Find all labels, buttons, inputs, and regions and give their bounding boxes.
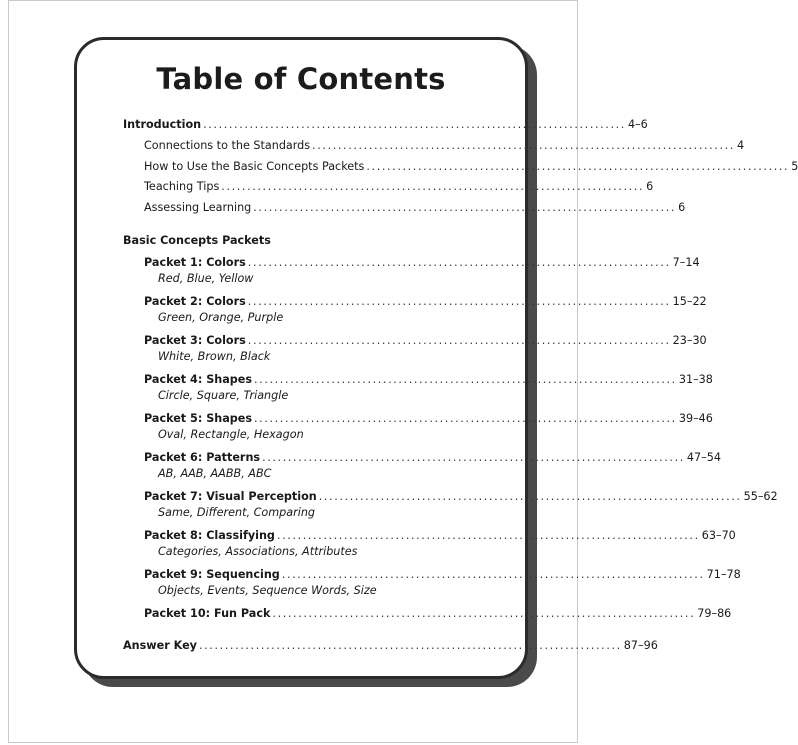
toc-row-packet-6[interactable]: [144, 451, 721, 467]
toc-page: 4–6: [627, 118, 648, 131]
packet-subtitle: Objects, Events, Sequence Words, Size: [158, 584, 377, 597]
toc-label: Packet 4: Shapes: [144, 373, 253, 386]
toc-row-packet-4[interactable]: [144, 373, 713, 389]
packet-subtitle: AB, AAB, AABB, ABC: [158, 467, 272, 480]
toc-page: 23–30: [672, 334, 707, 347]
toc-page: 79–86: [697, 607, 732, 620]
toc-label: Introduction: [123, 118, 202, 131]
leader-dots: ..................................................................................: [254, 412, 677, 425]
toc-page: 7–14: [672, 256, 700, 269]
toc-label: How to Use the Basic Concepts Packets: [144, 160, 365, 173]
packet-subtitle: Circle, Square, Triangle: [158, 389, 289, 402]
leader-dots: ..................................................................................: [253, 201, 677, 214]
toc-label: Connections to the Standards: [144, 139, 311, 152]
leader-dots: ..................................................................................: [312, 139, 735, 152]
toc-page: 71–78: [706, 568, 741, 581]
leader-dots: ..................................................................................: [366, 160, 790, 173]
packet-subtitle: Red, Blue, Yellow: [158, 272, 254, 285]
leader-dots: ..................................................................................: [281, 568, 705, 581]
toc-label: Packet 9: Sequencing: [144, 568, 280, 581]
leader-dots: ..................................................................................: [198, 639, 622, 652]
toc-label: Packet 5: Shapes: [144, 412, 253, 425]
toc-row-introduction[interactable]: [123, 118, 648, 134]
toc-row-packet-2[interactable]: [144, 295, 707, 311]
page-title: Table of Contents: [156, 62, 446, 96]
leader-dots: ..................................................................................: [318, 490, 742, 503]
toc-label: Teaching Tips: [144, 180, 220, 193]
toc-page: 15–22: [672, 295, 707, 308]
toc-page: 6: [646, 180, 654, 193]
toc-page: 5: [791, 160, 798, 173]
toc-row-packet-5[interactable]: [144, 412, 713, 428]
toc-page: 4: [736, 139, 745, 152]
toc-label: Packet 6: Patterns: [144, 451, 261, 464]
toc-row-packet-1[interactable]: [144, 256, 700, 272]
leader-dots: ..................................................................................: [247, 256, 671, 269]
toc-row-teaching-tips[interactable]: [144, 180, 654, 196]
toc-label: Assessing Learning: [144, 201, 252, 214]
toc-label: Packet 2: Colors: [144, 295, 246, 308]
toc-label: Packet 8: Classifying: [144, 529, 275, 542]
toc-label: Packet 7: Visual Perception: [144, 490, 317, 503]
leader-dots: ..................................................................................: [221, 180, 645, 193]
toc-page: 55–62: [743, 490, 778, 503]
leader-dots: ..................................................................................: [203, 118, 626, 131]
toc-row-packet-10[interactable]: [144, 607, 732, 623]
toc-page: 47–54: [686, 451, 721, 464]
leader-dots: ..................................................................................: [247, 334, 671, 347]
toc-row-how-to-use[interactable]: [144, 160, 798, 176]
toc-page: 87–96: [623, 639, 658, 652]
packet-subtitle: Same, Different, Comparing: [158, 506, 316, 519]
packet-subtitle: White, Brown, Black: [158, 350, 271, 363]
toc-page: 63–70: [701, 529, 736, 542]
leader-dots: ..................................................................................: [272, 607, 696, 620]
toc-row-connections[interactable]: [144, 139, 745, 155]
toc-label: Answer Key: [123, 639, 197, 652]
toc-row-packet-8[interactable]: [144, 529, 736, 545]
packet-subtitle: Categories, Associations, Attributes: [158, 545, 358, 558]
leader-dots: ..................................................................................: [276, 529, 700, 542]
leader-dots: ..................................................................................: [262, 451, 685, 464]
leader-dots: ..................................................................................: [254, 373, 677, 386]
toc-label: Packet 1: Colors: [144, 256, 246, 269]
toc-row-assessing[interactable]: [144, 201, 686, 217]
toc-label: Packet 10: Fun Pack: [144, 607, 271, 620]
packet-subtitle: Oval, Rectangle, Hexagon: [158, 428, 304, 441]
toc-page: 39–46: [678, 412, 713, 425]
section-heading-packets: Basic Concepts Packets: [123, 234, 271, 247]
toc-page: 6: [678, 201, 686, 214]
packet-subtitle: Green, Orange, Purple: [158, 311, 284, 324]
toc-row-answer-key[interactable]: [123, 639, 658, 655]
leader-dots: ..................................................................................: [247, 295, 671, 308]
toc-row-packet-7[interactable]: [144, 490, 778, 506]
toc-row-packet-3[interactable]: [144, 334, 707, 350]
toc-row-packet-9[interactable]: [144, 568, 741, 584]
toc-page: 31–38: [678, 373, 713, 386]
toc-label: Packet 3: Colors: [144, 334, 246, 347]
